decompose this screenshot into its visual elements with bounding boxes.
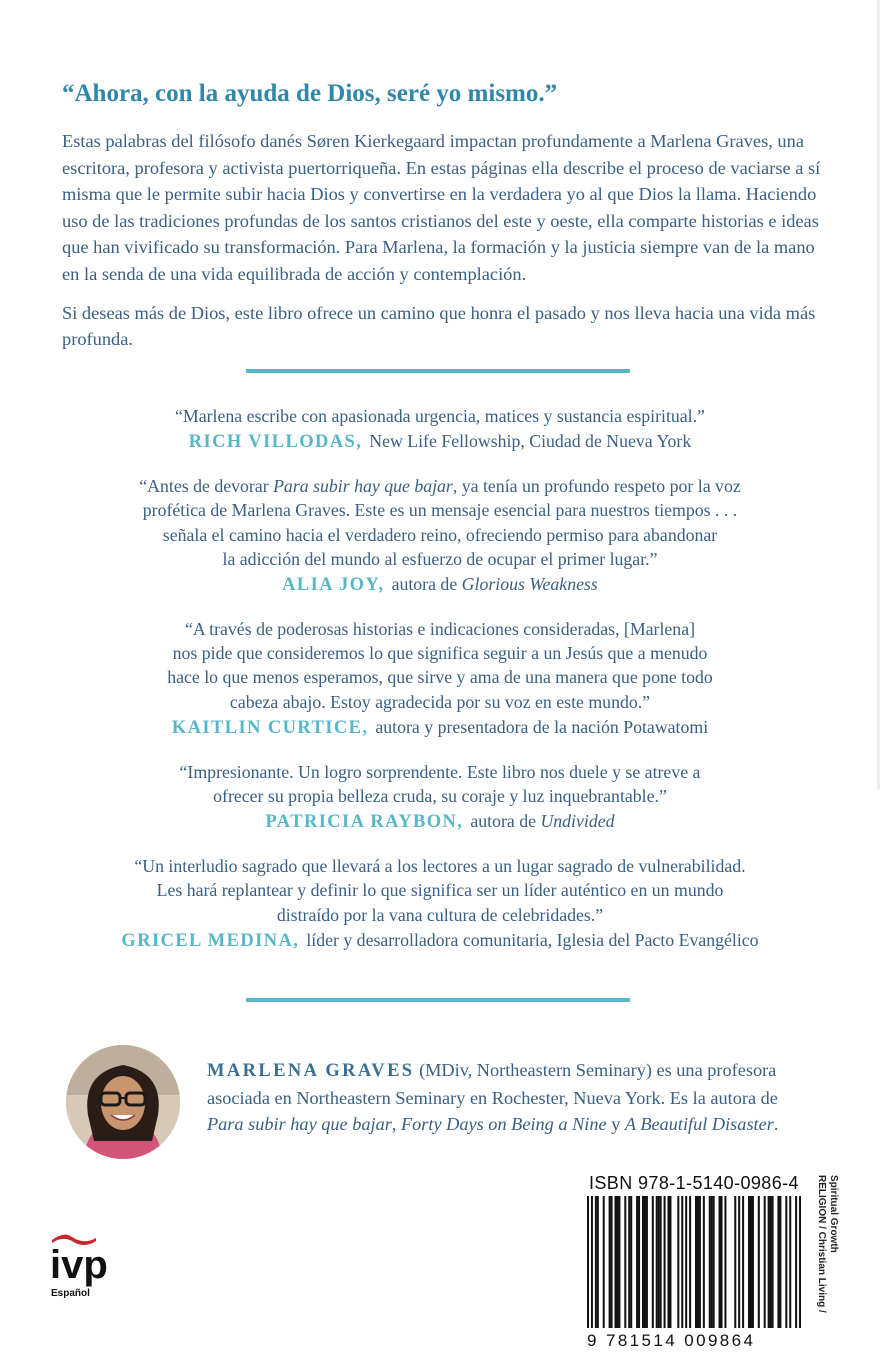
- endorsement-raybon: [60, 760, 820, 834]
- barcode-bar: [616, 1196, 618, 1328]
- barcode-bar: [770, 1196, 772, 1328]
- bio-book-title: Forty Days on Being a Nine: [400, 1114, 607, 1134]
- logo-subtitle: Español: [51, 1288, 90, 1299]
- barcode-bar: [628, 1196, 630, 1328]
- barcode-bar: [667, 1196, 669, 1328]
- barcode-bar: [734, 1196, 736, 1328]
- barcode-bar: [758, 1196, 760, 1328]
- bisac-line-1: RELIGION / Christian Living /: [816, 1175, 827, 1313]
- endorsement-attribution: [60, 572, 820, 597]
- author-name: MARLENA GRAVES: [207, 1061, 415, 1081]
- barcode-bar: [699, 1196, 701, 1328]
- barcode-bar: [591, 1196, 593, 1328]
- endorsement-attribution: [60, 715, 820, 740]
- barcode-bar: [785, 1196, 787, 1328]
- endorsement-attribution: [60, 429, 820, 454]
- barcode-bar: [609, 1196, 611, 1328]
- description-paragraph-1: Estas palabras del filósofo danés Søren Kierkegaard impactan profundamente a Marlena Graves, una escritora, profesora y activista puertorriqueña. En estas páginas ella describe el proceso de vaciarse a sí misma que le permite subir hacia Dios y convertirse en la verdadera yo al que Dios la llama. Haciendo uso de las tradiciones profundas de los santos cristianos del este y oeste, ella comparte historias e ideas que han vivificado su transformación. Para Marlena, la formación y la justicia siempre van de la mano en la senda de una vida equilibrada de acción y contemplación.: [62, 131, 821, 284]
- publisher-logo: [50, 1233, 134, 1301]
- barcode-bar: [713, 1196, 715, 1328]
- barcode-bar: [795, 1196, 797, 1328]
- endorsement-quote: “Un interludio sagrado que llevará a los lectores a un lugar sagrado de vulnerabilidad. Les hará replantear y definir lo que significa ser un líder auténtico en un mundo distraído por la vana cultura de celebridades.”: [134, 856, 746, 925]
- barcode-bar: [695, 1196, 697, 1328]
- endorsements: [60, 404, 820, 973]
- isbn-label: ISBN 978-1-5140-0986-4: [589, 1173, 799, 1193]
- barcode-bar: [689, 1196, 691, 1328]
- barcode-bar: [677, 1196, 679, 1328]
- endorser-book-title: Glorious Weakness: [461, 574, 598, 595]
- barcode-bar: [642, 1196, 644, 1328]
- bio-book-title: Para subir hay que bajar: [207, 1114, 392, 1134]
- barcode-bar: [685, 1196, 687, 1328]
- endorser-name: PATRICIA RAYBON,: [265, 812, 464, 833]
- endorsement-curtice: [60, 617, 820, 740]
- barcode-bar: [721, 1196, 723, 1328]
- endorser-affiliation: autora de: [391, 574, 462, 595]
- endorser-affiliation: autora y presentadora de la nación Potawatomi: [375, 716, 709, 737]
- barcode: [587, 1196, 801, 1328]
- bisac-line-2: Spiritual Growth: [828, 1175, 839, 1253]
- barcode-bar: [711, 1196, 713, 1328]
- endorsement-quote: “A través de poderosas historias e indicaciones consideradas, [Marlena] nos pide que consideremos lo que significa seguir a un Jesús que a menudo hace lo que menos esperamos, que sirve y ama de una manera que pone todo cabeza abajo. Estoy agradecida por su voz en este mundo.”: [167, 619, 713, 712]
- endorser-name: KAITLIN CURTICE,: [171, 717, 369, 738]
- barcode-bar: [597, 1196, 599, 1328]
- barcode-bar: [768, 1196, 770, 1328]
- barcode-bar: [611, 1196, 613, 1328]
- barcode-bar: [652, 1196, 654, 1328]
- barcode-bar: [660, 1196, 662, 1328]
- barcode-bar: [724, 1196, 726, 1328]
- endorser-name: GRICEL MEDINA,: [121, 930, 300, 951]
- bottom-divider: [246, 998, 630, 1002]
- barcode-bar: [748, 1196, 750, 1328]
- barcode-bar: [709, 1196, 711, 1328]
- barcode-bar: [752, 1196, 754, 1328]
- book-title: Para subir hay que bajar: [273, 476, 453, 497]
- endorsement-quote: “Impresionante. Un logro sorprendente. Este libro nos duele y se atreve a ofrecer su propia belleza cruda, su coraje y luz inquebrantable.”: [179, 761, 701, 807]
- endorser-affiliation: New Life Fellowship, Ciudad de Nueva York: [369, 431, 692, 452]
- bisac-category: [815, 1173, 843, 1313]
- author-portrait-icon: [66, 1045, 180, 1159]
- endorser-name: RICH VILLODAS,: [188, 432, 363, 453]
- barcode-bar: [719, 1196, 721, 1328]
- barcode-bar: [742, 1196, 744, 1328]
- endorsement-villodas: [60, 404, 820, 454]
- endorser-affiliation: autora de: [470, 811, 541, 832]
- barcode-bar: [636, 1196, 638, 1328]
- author-bio: MARLENA GRAVES (MDiv, Northeastern Seminary) es una profesora asociada en Northeastern Seminary en Rochester, Nueva York. Es la autora de Para subir hay que bajar, Forty Days on Being a Nine y A Beautiful Disaster.: [207, 1060, 779, 1134]
- barcode-bar: [738, 1196, 740, 1328]
- endorsement-attribution: [60, 928, 820, 953]
- endorsement-quote: “Antes de devorar Para subir hay que bajar, ya tenía un profundo respeto por la voz profética de Marlena Graves. Este es un mensaje esencial para nuestros tiempos . . . señala el camino hacia el verdadero reino, ofreciendo permiso para abandonar la adicción del mundo al esfuerzo de ocupar el primer lugar.”: [139, 476, 741, 569]
- barcode-bar: [772, 1196, 774, 1328]
- description-paragraph-2: Si deseas más de Dios, este libro ofrece un camino que honra el pasado y nos lleva hacia una vida más profunda.: [62, 302, 816, 350]
- endorser-name: ALIA JOY,: [282, 575, 385, 596]
- barcode-bar: [658, 1196, 660, 1328]
- endorsement-medina: [60, 854, 820, 953]
- barcode-bar: [630, 1196, 632, 1328]
- barcode-bar: [603, 1196, 605, 1328]
- book-description: [62, 128, 822, 365]
- barcode-bar: [656, 1196, 658, 1328]
- barcode-bar: [764, 1196, 766, 1328]
- barcode-bar: [664, 1196, 666, 1328]
- barcode-bar: [614, 1196, 616, 1328]
- logo-mark: ivp: [50, 1243, 108, 1287]
- endorsement-joy: [60, 474, 820, 597]
- barcode-bar: [750, 1196, 752, 1328]
- top-divider: [246, 369, 630, 373]
- barcode-bar: [697, 1196, 699, 1328]
- barcode-bar: [644, 1196, 646, 1328]
- barcode-digits: 9 781514 009864: [587, 1331, 756, 1350]
- barcode-bar: [777, 1196, 779, 1328]
- endorser-book-title: Undivided: [540, 811, 615, 832]
- barcode-bar: [669, 1196, 671, 1328]
- bio-book-title: A Beautiful Disaster: [624, 1114, 774, 1134]
- barcode-bar: [624, 1196, 626, 1328]
- barcode-bar: [587, 1196, 589, 1328]
- barcode-bar: [779, 1196, 781, 1328]
- author-photo: [66, 1045, 180, 1159]
- barcode-bar: [646, 1196, 648, 1328]
- endorser-affiliation: líder y desarrolladora comunitaria, Iglesia del Pacto Evangélico: [306, 929, 759, 950]
- endorsement-quote: “Marlena escribe con apasionada urgencia, matices y sustancia espiritual.”: [175, 406, 705, 426]
- barcode-bar: [638, 1196, 640, 1328]
- barcode-bar: [799, 1196, 801, 1328]
- headline: “Ahora, con la ayuda de Dios, seré yo mismo.”: [62, 80, 558, 107]
- barcode-bar: [789, 1196, 791, 1328]
- barcode-bar: [595, 1196, 597, 1328]
- endorsement-attribution: [60, 809, 820, 834]
- barcode-bar: [703, 1196, 705, 1328]
- barcode-bar: [618, 1196, 620, 1328]
- barcode-bar: [681, 1196, 683, 1328]
